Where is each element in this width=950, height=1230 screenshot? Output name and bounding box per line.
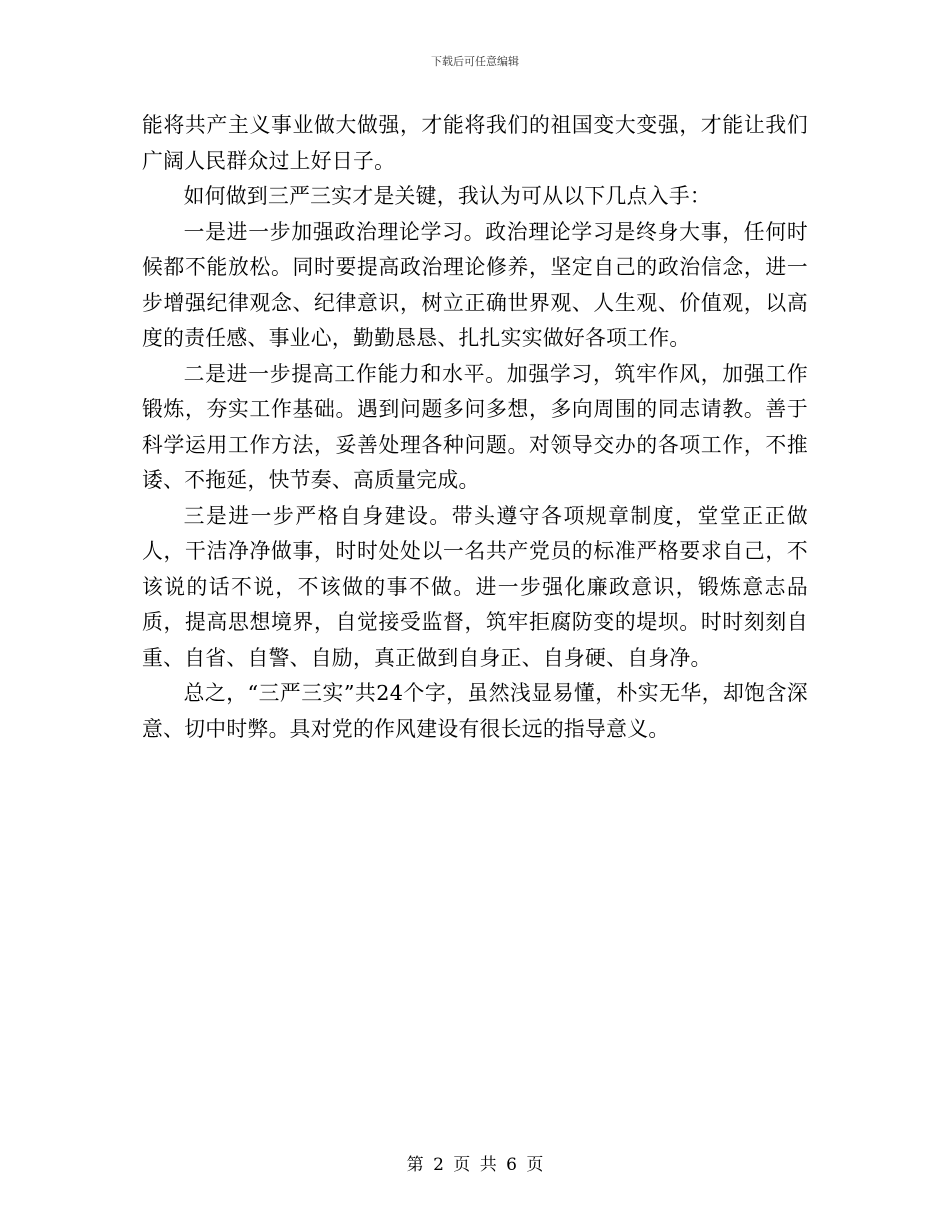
paragraph-point-two: 二是进一步提高工作能力和水平。加强学习，筑牢作风，加强工作锻炼，夯实工作基础。遇到问题多问多想，多向周围的同志请教。善于科学运用工作方法，妥善处理各种问题。对领导交办的各项工作，不推诿、不拖延，快节奏、高质量完成。 <box>142 361 808 492</box>
page-number: 第 2 页 共 6 页 <box>406 1155 544 1175</box>
paragraph-intro: 如何做到三严三实才是关键，我认为可从以下几点入手： <box>183 184 712 208</box>
paragraph-point-three: 三是进一步严格自身建设。带头遵守各项规章制度，堂堂正正做人，干洁净净做事，时时处处以一名共产党员的标准严格要求自己，不该说的话不说，不该做的事不做。进一步强化廉政意识，锻炼意志品质，提高思想境界，自觉接受监督，筑牢拒腐防变的堤坝。时时刻刻自重、自省、自警、自励，真正做到自身正、自身硬、自身净。 <box>142 503 808 670</box>
document-body <box>142 108 808 747</box>
paragraph-continuation: 能将共产主义事业做大做强，才能将我们的祖国变大变强，才能让我们广阔人民群众过上好日子。 <box>142 113 808 173</box>
page-header: 下载后可任意编辑 <box>431 55 519 68</box>
paragraph-conclusion: 总之，“三严三实”共24个字，虽然浅显易懂，朴实无华，却饱含深意、切中时弊。具对党的作风建设有很长远的指导意义。 <box>142 681 808 741</box>
paragraph-point-one: 一是进一步加强政治理论学习。政治理论学习是终身大事，任何时候都不能放松。同时要提高政治理论修养，坚定自己的政治信念，进一步增强纪律观念、纪律意识，树立正确世界观、人生观、价值观，以高度的责任感、事业心，勤勤恳恳、扎扎实实做好各项工作。 <box>142 219 808 350</box>
